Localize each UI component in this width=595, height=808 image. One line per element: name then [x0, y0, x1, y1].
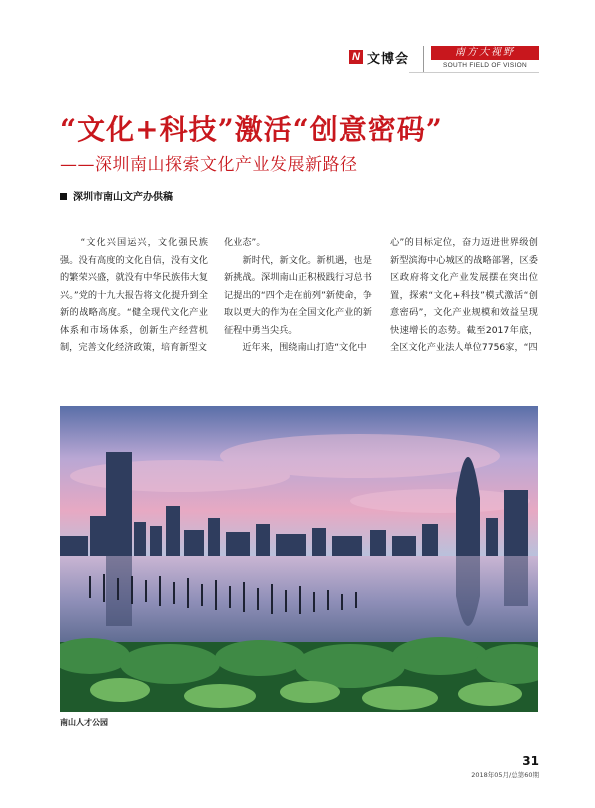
body-column-3: 心”的目标定位，奋力迈进世界级创新型滨海中心城区的战略部署，区委区政府将文化产业发展摆在突出位置，探索“文化+科技”模式激活“创意密码”，文化产业规模和效益呈现快速增长的态势。截至2017年底，全区文化产业法人单位7756家，“四: [390, 237, 538, 353]
article-title: “文化+科技”激活“创意密码”: [60, 113, 443, 146]
body-column-2: 化业态”。 新时代，新文化。新机遇，也是新挑战。深圳南山正积极践行习总书记提出的“四个走在前列”新使命，争取以更大的作为在全国文化产业的新征程中勇当尖兵。 近年来，围绕南山打造“文化中: [224, 237, 372, 353]
skyline-photo: [60, 406, 538, 712]
photo-caption: 南山人才公园: [60, 718, 108, 727]
magazine-brand-subtitle: SOUTH FIELD OF VISION: [443, 62, 527, 69]
article-subtitle: ——深圳南山探索文化产业发展新路径: [60, 155, 358, 175]
header-divider: [423, 46, 424, 72]
page-number: 31: [522, 754, 539, 768]
byline: [60, 188, 173, 203]
header-rule: [409, 72, 539, 73]
section-logo-icon: N: [349, 50, 363, 64]
body-column-1: “文化兴国运兴，文化强民族强。没有高度的文化自信，没有文化的繁荣兴盛，就没有中华民族伟大复兴。”党的十九大报告将文化提升到全新的战略高度。“健全现代文化产业体系和市场体系，创新生产经营机制，完善文化经济政策，培育新型文: [60, 237, 208, 353]
section-name: 文博会: [367, 52, 410, 67]
magazine-header: [349, 46, 539, 74]
byline-square-icon: [60, 193, 67, 200]
issue-info: 2018年05月/总第60期: [471, 771, 539, 779]
byline-text: 深圳市南山文产办供稿: [73, 192, 173, 203]
magazine-brand: 南方大视野: [431, 46, 539, 60]
